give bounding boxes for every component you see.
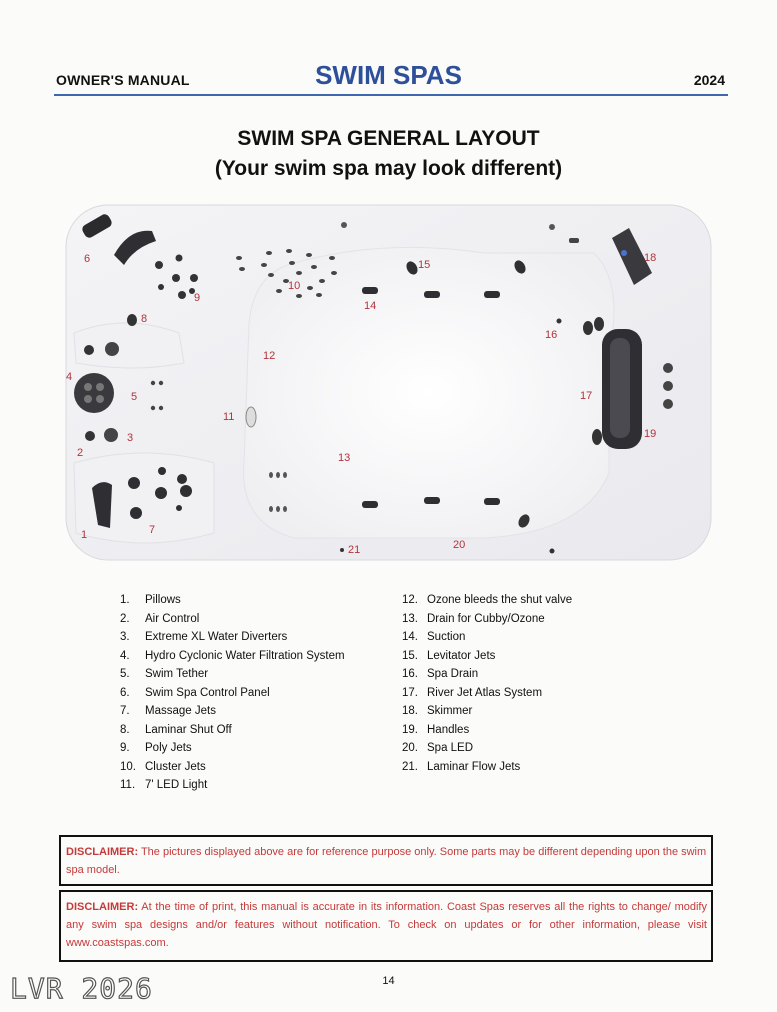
disclaimer-box: [59, 835, 713, 886]
jet-icon: [105, 342, 119, 356]
diagram-label: 10: [288, 280, 301, 292]
diagram-label: 19: [644, 428, 657, 440]
legend-item: [120, 647, 345, 666]
filtration-system-icon: [74, 373, 114, 413]
legend-item-number: 1.: [120, 594, 130, 606]
swim-spa-illustration: [64, 203, 714, 568]
legend-item-number: 3.: [120, 631, 130, 643]
legend-item-text: Spa Drain: [427, 668, 479, 680]
spa-drain-icon: [557, 319, 562, 324]
legend-item-text: Handles: [427, 723, 470, 736]
legend-item: [402, 647, 572, 666]
diagram-label: 6: [84, 253, 91, 265]
legend-item-number: 5.: [120, 668, 130, 680]
diagram-label: 17: [580, 390, 593, 402]
diagram-label: 18: [644, 252, 657, 264]
legend-item-text: Cluster Jets: [145, 760, 206, 773]
handle-icon: [592, 429, 602, 445]
legend-item: [402, 721, 572, 740]
legend-item-number: 2.: [120, 612, 130, 625]
diagram-label: 9: [194, 292, 201, 304]
legend-item-number: 10.: [120, 760, 136, 773]
disclaimer-box: [59, 890, 713, 962]
legend-item: [120, 684, 345, 703]
diagram-label: 8: [141, 313, 148, 325]
legend-item: [120, 739, 345, 758]
header-title: SWIM SPAS: [315, 60, 462, 90]
legend-item-text: Poly Jets: [145, 742, 192, 754]
legend-item: [402, 758, 572, 777]
legend-item-number: 11.: [120, 779, 136, 791]
header-divider: [54, 94, 728, 96]
legend-item-text: Skimmer: [427, 705, 473, 717]
legend-item-text: Drain for Cubby/Ozone: [427, 612, 545, 625]
legend-item-number: 9.: [120, 742, 130, 754]
jet-icon: [84, 345, 94, 355]
diagram-label: 21: [348, 544, 361, 556]
legend-item: [120, 702, 345, 721]
legend-item-text: Laminar Flow Jets: [427, 760, 521, 773]
legend-item-text: Pillows: [145, 594, 181, 606]
legend-item: [402, 684, 572, 703]
legend-item-number: 16.: [402, 668, 418, 680]
legend-item-text: Swim Spa Control Panel: [145, 686, 270, 699]
diagram-label: 15: [418, 259, 431, 271]
legend-item-number: 20.: [402, 742, 418, 754]
page-subtitle: (Your swim spa may look different): [214, 157, 563, 180]
legend-item-number: 4.: [120, 649, 130, 662]
legend-item-text: Massage Jets: [145, 705, 216, 717]
legend-item-text: Ozone bleeds the shut valve: [427, 594, 573, 606]
page-title: SWIM SPA GENERAL LAYOUT: [237, 127, 540, 150]
diagram-label: 2: [77, 447, 84, 459]
legend-item-number: 15.: [402, 649, 418, 662]
legend-item-text: Extreme XL Water Diverters: [145, 631, 288, 643]
legend-list-right: [402, 591, 572, 776]
legend-list-left: [120, 591, 345, 795]
laminar-shut-off-icon: [127, 314, 137, 326]
legend-item: [402, 591, 572, 610]
diagram-label: 20: [453, 539, 466, 551]
legend-item-number: 19.: [402, 723, 418, 736]
diverter-icon: [104, 428, 118, 442]
legend-item-text: Levitator Jets: [427, 649, 496, 662]
legend-item-number: 7.: [120, 705, 130, 717]
page-number: 14: [382, 975, 395, 987]
disclaimer-label: DISCLAIMER:: [66, 846, 139, 858]
legend-item-text: Suction: [427, 631, 466, 643]
led-light-icon: [246, 407, 256, 427]
legend-item: [120, 776, 345, 795]
legend-item-text: Spa LED: [427, 742, 474, 754]
header-year: 2024: [693, 72, 725, 88]
legend-item: [120, 721, 345, 740]
swim-spa-layout-diagram: [64, 203, 714, 568]
legend-item: [402, 702, 572, 721]
legend-item-number: 13.: [402, 612, 418, 625]
legend-item: [402, 628, 572, 647]
legend-item-number: 21.: [402, 760, 418, 773]
diagram-label: 11: [223, 411, 235, 423]
legend-item-number: 18.: [402, 705, 418, 717]
legend-item: [120, 628, 345, 647]
diverter-icon: [85, 431, 95, 441]
legend-item: [402, 610, 572, 629]
legend-item-text: Hydro Cyclonic Water Filtration System: [145, 649, 345, 662]
legend-item-number: 14.: [402, 631, 418, 643]
diagram-label: 12: [263, 350, 276, 362]
diagram-label: 4: [66, 371, 73, 383]
header-manual-label: OWNER'S MANUAL: [56, 72, 190, 88]
legend-item-text: Laminar Shut Off: [145, 723, 232, 736]
watermark: LVR 2026: [10, 972, 153, 1005]
legend-item-number: 12.: [402, 594, 418, 606]
legend-item: [120, 610, 345, 629]
diagram-label: 7: [149, 524, 156, 536]
disclaimer-label: DISCLAIMER:: [66, 901, 139, 913]
disclaimer-text: At the time of print, this manual is accurate in its information. Coast Spas reserves all the rights to change/ modify any swim spa designs and/or features without notification. To check on updates or for other information, please visit www.coastspas.com.: [66, 901, 707, 949]
legend-item-text: Air Control: [145, 612, 200, 625]
laminar-jet-icon: [340, 548, 344, 552]
legend-item-number: 6.: [120, 686, 130, 699]
disclaimer-text: The pictures displayed above are for reference purpose only. Some parts may be different depending upon the swim spa model.: [66, 846, 707, 876]
legend-item: [120, 758, 345, 777]
legend-item: [402, 665, 572, 684]
legend-item-text: River Jet Atlas System: [427, 686, 543, 699]
diagram-label: 14: [364, 300, 377, 312]
legend-item: [402, 739, 572, 758]
legend-item-number: 8.: [120, 723, 130, 736]
diagram-label: 16: [545, 329, 558, 341]
legend-item-text: Swim Tether: [145, 668, 209, 680]
diagram-label: 13: [338, 452, 351, 464]
diagram-label: 5: [131, 391, 138, 403]
legend-item: [120, 591, 345, 610]
diagram-label: 3: [127, 432, 134, 444]
legend-item-number: 17.: [402, 686, 418, 699]
legend-item: [120, 665, 345, 684]
diagram-label: 1: [81, 529, 88, 541]
legend-item-text: 7' LED Light: [145, 779, 208, 791]
